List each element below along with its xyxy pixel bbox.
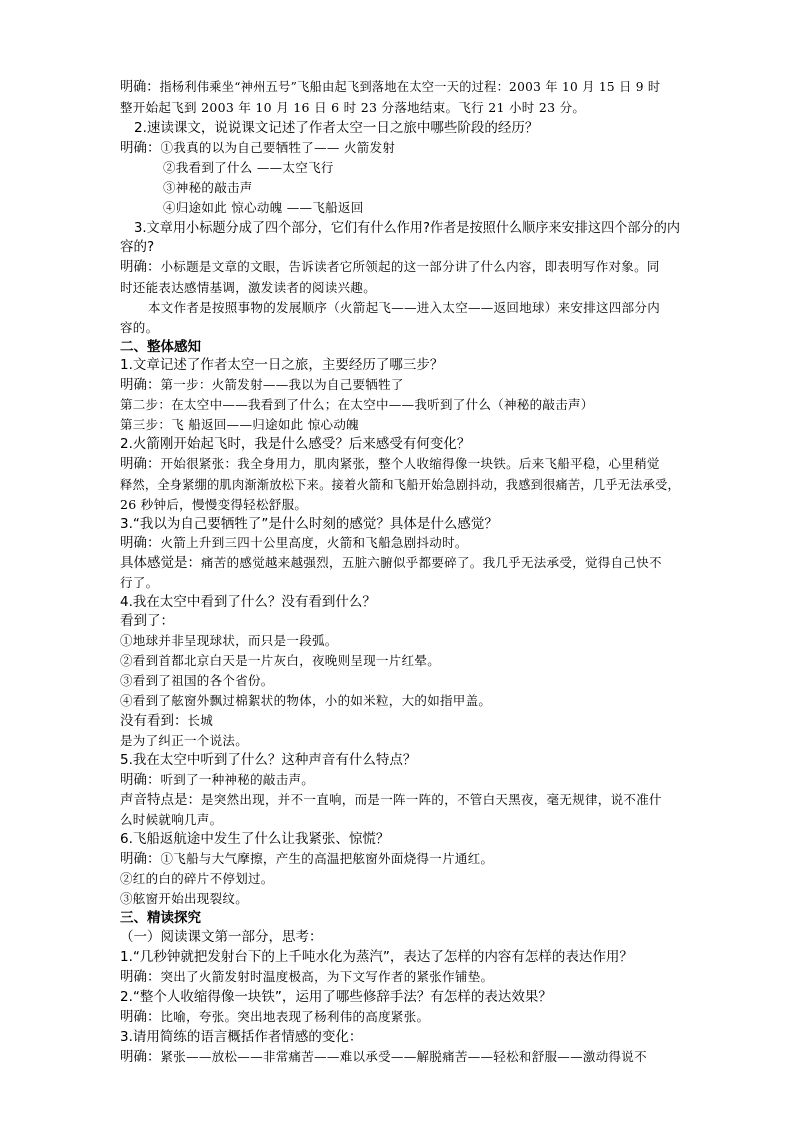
question-2: 2.速读课文，说说课文记述了作者太空一日之旅中哪些阶段的经历？ bbox=[134, 120, 539, 136]
answer-text: 比喻，夸张。突出地表现了杨利伟的高度紧张。 bbox=[160, 1009, 430, 1024]
answer-item: ①飞船与大气摩擦，产生的高温把舷窗外面烧得一片通红。 bbox=[160, 851, 494, 866]
answer-text: 长城 bbox=[187, 713, 214, 728]
answer-item: ②看到首都北京白天是一片灰白，夜晚则呈现一片红晕。 bbox=[120, 653, 441, 668]
answer-text: 突出了火箭发射时温度极高，为下文写作者的紧张作铺垫。 bbox=[160, 969, 494, 984]
answer-label: 明确： bbox=[120, 851, 161, 867]
answer-text: 指杨利伟乘坐“神州五号”飞船由起飞到落地在太空一天的过程：2003 年 10 月 15 日 9 时 bbox=[159, 79, 661, 94]
question: 1.“几秒钟就把发射台下的上千吨水化为蒸汽”，表达了怎样的内容有怎样的表达作用？ bbox=[120, 949, 633, 965]
answer-item: ①我真的以为自己要牺牲了—— 火箭发射 bbox=[160, 140, 396, 155]
answer-line bbox=[120, 791, 662, 809]
answer-item: ③神秘的敲击声 bbox=[163, 180, 253, 195]
answer-label: 明确： bbox=[120, 140, 161, 156]
answer-text: 么时候就响几声。 bbox=[120, 812, 223, 827]
answer-label: 明确： bbox=[120, 535, 161, 551]
answer-item: ③看到了祖国的各个省份。 bbox=[120, 673, 274, 688]
answer-text: 容的。 bbox=[120, 320, 159, 335]
answer-line bbox=[120, 534, 468, 552]
answer-text: 整开始起飞到 2003 年 10 月 16 日 6 时 23 分落地结束。飞行 21 小时 23 分。 bbox=[120, 100, 586, 115]
answer-label: 明确： bbox=[120, 456, 161, 472]
answer-text: 紧张——放松——非常痛苦——难以承受——解脱痛苦——轻松和舒服——激动得说不 bbox=[160, 1049, 647, 1064]
answer-label: 没有看到： bbox=[120, 713, 188, 729]
answer-label: 具体感觉是： bbox=[120, 555, 201, 571]
answer-label: 明确： bbox=[120, 772, 161, 788]
answer-line bbox=[120, 139, 395, 157]
answer-text: 释然，全身紧绷的肌肉渐渐放松下来。接着火箭和飞船开始急剧抖动，我感到很痛苦，几乎无法承受， bbox=[120, 477, 681, 492]
answer-label: 明确： bbox=[120, 1009, 161, 1025]
answer-label: 明确： bbox=[120, 969, 161, 985]
answer-item: ③舷窗开始出现裂纹。 bbox=[120, 891, 249, 906]
answer-label: 看到了： bbox=[120, 613, 174, 629]
question: 6.飞船返航途中发生了什么让我紧张、惊慌？ bbox=[120, 831, 390, 847]
answer-text: 是为了纠正一个说法。 bbox=[120, 733, 249, 748]
answer-label: 明确： bbox=[120, 377, 161, 393]
answer-line bbox=[120, 1008, 429, 1026]
question: 3.请用简练的语言概括作者情感的变化： bbox=[120, 1029, 363, 1045]
question: 2.火箭刚开始起飞时，我是什么感受？后来感受有何变化？ bbox=[120, 436, 471, 452]
answer-line bbox=[120, 850, 493, 868]
answer-line bbox=[120, 712, 213, 730]
answer-line bbox=[120, 376, 404, 394]
question-3: 容的? bbox=[120, 239, 155, 255]
answer-line bbox=[120, 968, 493, 986]
answer-text: 26 秒钟后，慢慢变得轻松舒服。 bbox=[120, 497, 308, 512]
answer-text: 行了。 bbox=[120, 575, 159, 590]
answer-line bbox=[120, 78, 680, 96]
answer-text: 第二步：在太空中——我看到了什么；在太空中——我听到了什么（神秘的敲击声） bbox=[120, 397, 594, 412]
answer-text: 火箭上升到三四十公里高度，火箭和飞船急剧抖动时。 bbox=[160, 535, 468, 550]
answer-line bbox=[120, 554, 662, 572]
answer-text: 听到了一种神秘的敲击声。 bbox=[160, 772, 315, 787]
subsection-heading: （一）阅读课文第一部分，思考： bbox=[120, 929, 323, 945]
answer-text: 开始很紧张：我全身用力，肌肉紧张，整个人收缩得像一块铁。后来飞船平稳，心里稍觉 bbox=[160, 456, 660, 471]
question-3: 3.文章用小标题分成了四个部分，它们有什么作用?作者是按照什么顺序来安排这四个部分的内 bbox=[134, 220, 681, 236]
answer-item: ①地球并非呈现球状，而只是一段弧。 bbox=[120, 633, 338, 648]
answer-label: 声音特点是： bbox=[120, 792, 201, 808]
answer-text: 时还能表达感情基调，激发读者的阅读兴趣。 bbox=[120, 280, 377, 295]
answer-text: 痛苦的感觉越来越强烈，五脏六腑似乎都要碎了。我几乎无法承受，觉得自己快不 bbox=[201, 555, 662, 570]
answer-label: 明确： bbox=[120, 79, 160, 95]
answer-item: ②红的白的碎片不停划过。 bbox=[120, 871, 274, 886]
answer-text: 是突然出现，并不一直响，而是一阵一阵的，不管白天黑夜，毫无规律，说不准什 bbox=[201, 792, 662, 807]
answer-item: ④归途如此 惊心动魄 ——飞船返回 bbox=[163, 200, 364, 215]
answer-line bbox=[120, 1048, 647, 1066]
answer-line bbox=[120, 771, 314, 789]
question: 3.“我以为自己要牺牲了”是什么时刻的感觉？具体是什么感觉？ bbox=[120, 516, 498, 532]
answer-text: 第一步：火箭发射——我以为自己要牺牲了 bbox=[160, 377, 404, 392]
question: 5.我在太空中听到了什么？这种声音有什么特点？ bbox=[120, 752, 417, 768]
question: 4.我在太空中看到了什么？没有看到什么？ bbox=[120, 594, 376, 610]
answer-text: 第三步：飞 船返回——归途如此 惊心动魄 bbox=[120, 417, 359, 432]
section-heading: 三、精读探究 bbox=[120, 910, 201, 926]
answer-label: 明确： bbox=[120, 259, 161, 275]
answer-line bbox=[120, 455, 660, 473]
answer-text: 本文作者是按照事物的发展顺序（火箭起飞——进入太空——返回地球）来安排这四部分内 bbox=[148, 300, 661, 315]
section-heading: 二、整体感知 bbox=[120, 339, 201, 355]
answer-item: ④看到了舷窗外飘过棉絮状的物体，小的如米粒，大的如指甲盖。 bbox=[120, 693, 492, 708]
answer-line bbox=[120, 258, 660, 276]
answer-label: 明确： bbox=[120, 1049, 161, 1065]
question: 1.文章记述了作者太空一日之旅，主要经历了哪三步？ bbox=[120, 357, 444, 373]
answer-item: ②我看到了什么 ——太空飞行 bbox=[163, 160, 334, 175]
question: 2.“整个人收缩得像一块铁”，运用了哪些修辞手法？有怎样的表达效果？ bbox=[120, 989, 552, 1005]
answer-text: 小标题是文章的文眼，告诉读者它所领起的这一部分讲了什么内容，即表明写作对象。同 bbox=[160, 259, 660, 274]
